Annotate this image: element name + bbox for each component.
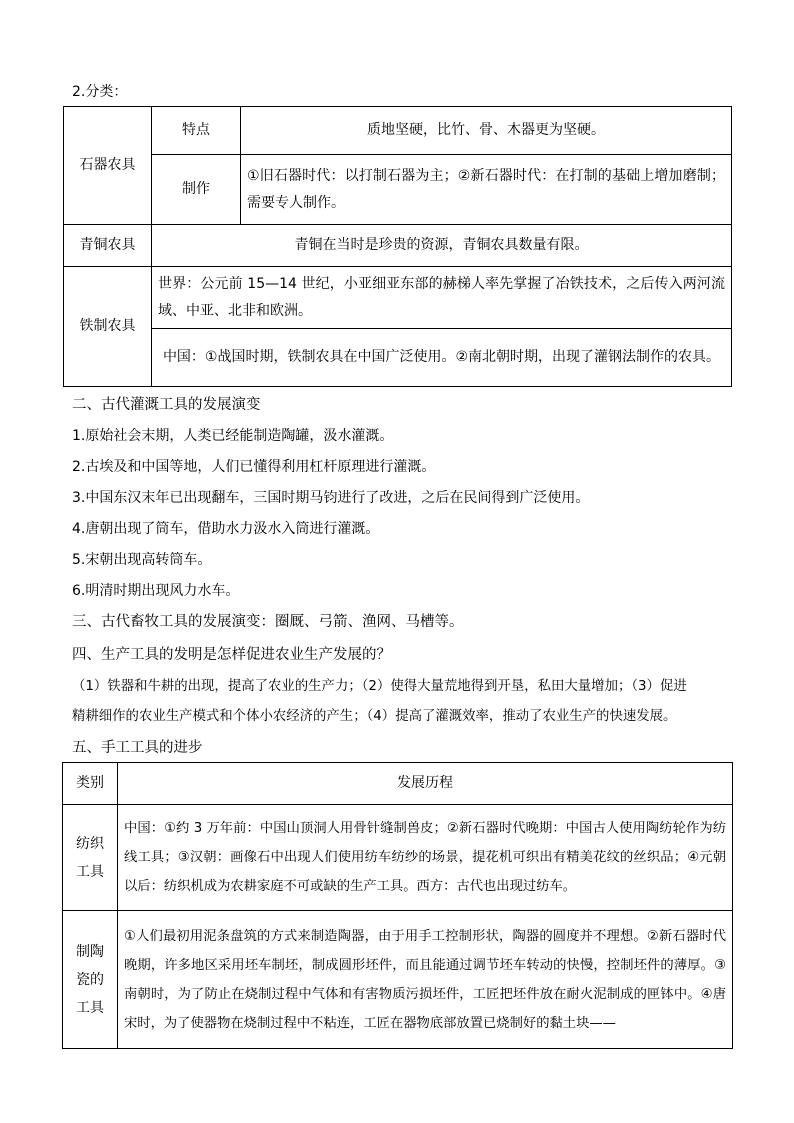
agricultural-tools-table — [63, 106, 732, 387]
irrigation-item-1: 1.原始社会末期，人类已经能制造陶罐，汲水灌溉。 — [72, 428, 394, 444]
irrigation-item-5: 5.宋朝出现高转筒车。 — [72, 552, 212, 568]
iron-china-text: 中国：①战国时期，铁制农具在中国广泛使用。②南北朝时期，出现了灌钢法制作的农具。 — [152, 329, 732, 387]
pottery-label-line-3: 工具 — [76, 999, 104, 1016]
stone-tools-label: 石器农具 — [64, 107, 152, 225]
handcraft-title: 五、手工工具的进步 — [72, 740, 203, 756]
section-2-title: 2.分类： — [72, 84, 128, 100]
make-label: 制作 — [152, 155, 241, 225]
make-text: ①旧石器时代：以打制石器为主；②新石器时代：在打制的基础上增加磨制；需要专人制作。 — [241, 155, 732, 225]
pottery-text: ①人们最初用泥条盘筑的方式来制造陶器，由于用手工控制形状，陶器的圆度并不理想。②新石器时代晚期，许多地区采用坯车制坯，制成圆形坯件，而且能通过调节坯车转动的快慢，控制坯件的薄厚。③南朝时，为了防止在烧制过程中气体和有害物质污损坯件，工匠把坯件放在耐火泥制成的匣钵中。④唐宋时，为了使器物在烧制过程中不粘连，工匠在器物底部放置已烧制好的黏土块—— — [118, 911, 733, 1049]
irrigation-item-2: 2.古埃及和中国等地，人们已懂得利用杠杆原理进行灌溉。 — [72, 459, 436, 475]
answer-line-1: （1）铁器和牛耕的出现，提高了农业的生产力；（2）使得大量荒地得到开垦，私田大量增加；（3）促进 — [72, 679, 687, 694]
pottery-tools-label — [63, 911, 118, 1049]
irrigation-item-4: 4.唐朝出现了筒车，借助水力汲水入筒进行灌溉。 — [72, 521, 380, 537]
bronze-tools-label: 青铜农具 — [64, 225, 152, 267]
livestock-line: 三、古代畜牧工具的发展演变：圈厩、弓箭、渔网、马槽等。 — [72, 614, 464, 630]
textile-label-line-1: 纺织 — [76, 835, 104, 852]
answer-line-2: 精耕细作的农业生产模式和个体小农经济的产生；（4）提高了灌溉效率，推动了农业生产的快速发展。 — [72, 709, 677, 724]
feature-label: 特点 — [152, 107, 241, 155]
irrigation-title: 二、古代灌溉工具的发展演变 — [72, 397, 261, 413]
textile-tools-label — [63, 805, 118, 911]
bronze-text: 青铜在当时是珍贵的资源，青铜农具数量有限。 — [152, 225, 732, 267]
irrigation-item-3: 3.中国东汉末年已出现翻车，三国时期马钧进行了改进，之后在民间得到广泛使用。 — [72, 490, 590, 506]
pottery-label-line-1: 制陶 — [76, 943, 104, 960]
textile-text: 中国：①约 3 万年前：中国山顶洞人用骨针缝制兽皮；②新石器时代晚期：中国古人使用陶纺轮作为纺线工具；③汉朝：画像石中出现人们使用纺车纺纱的场景，提花机可织出有精美花纹的丝织品；④元朝以后：纺织机成为农耕家庭不可或缺的生产工具。西方：古代也出现过纺车。 — [118, 805, 733, 911]
iron-tools-label: 铁制农具 — [64, 267, 152, 387]
feature-text: 质地坚硬，比竹、骨、木器更为坚硬。 — [241, 107, 732, 155]
irrigation-item-6: 6.明清时期出现风力水车。 — [72, 583, 240, 599]
handcraft-tools-table — [62, 762, 733, 1049]
column-category: 类别 — [63, 763, 118, 805]
textile-label-line-2: 工具 — [76, 863, 104, 880]
iron-world-text: 世界：公元前 15—14 世纪，小亚细亚东部的赫梯人率先掌握了冶铁技术，之后传入两河流域、中亚、北非和欧洲。 — [152, 267, 732, 329]
column-history: 发展历程 — [118, 763, 733, 805]
question-title: 四、生产工具的发明是怎样促进农业生产发展的？ — [72, 647, 391, 663]
pottery-label-line-2: 瓷的 — [76, 971, 104, 988]
